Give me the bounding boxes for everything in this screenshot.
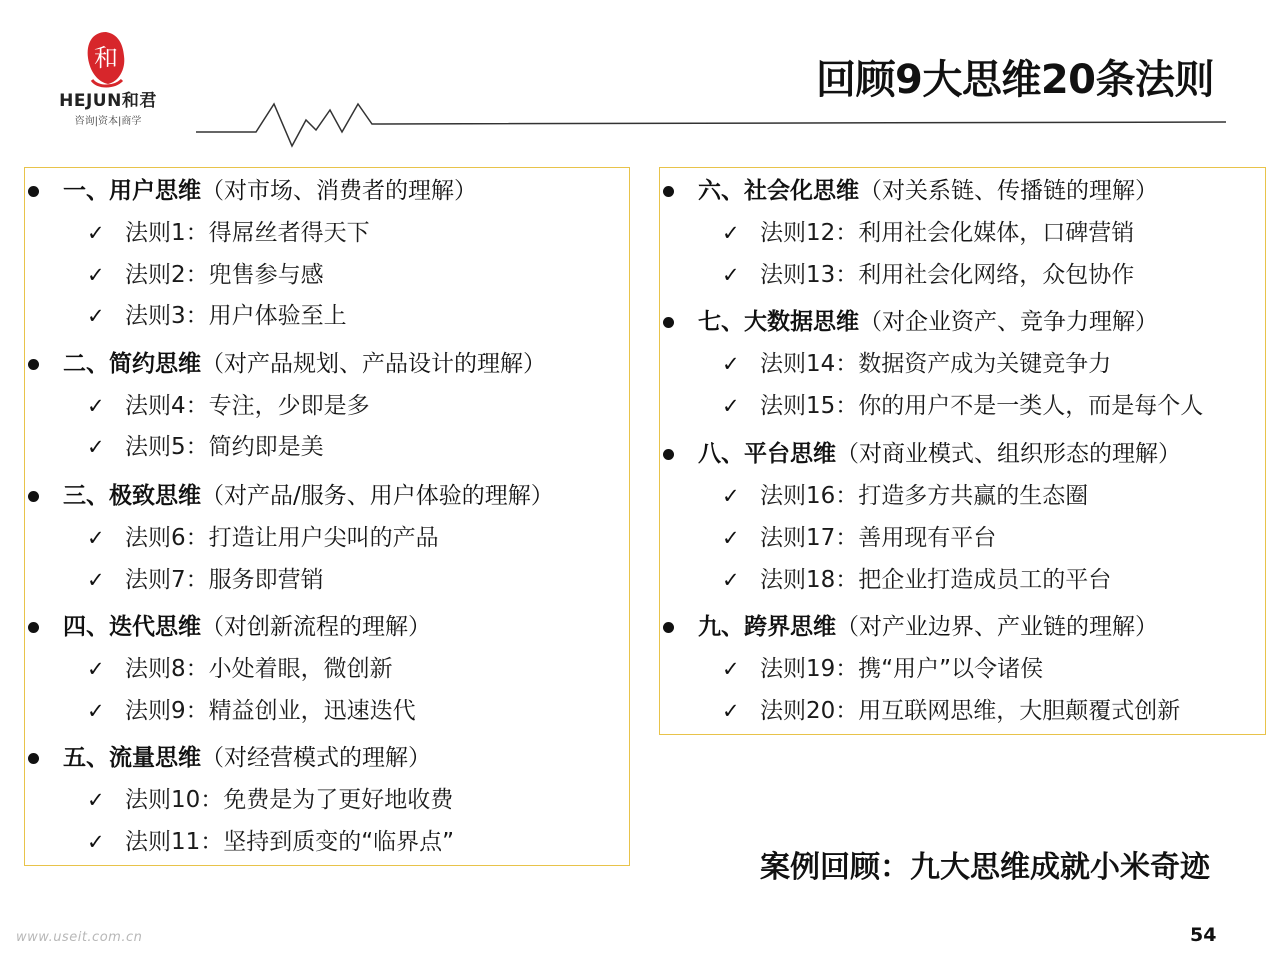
section-name: 五、流量思维 [63,745,201,771]
section-title [63,344,546,384]
watermark: www.useit.com.cn [16,930,143,945]
bullet-dot-icon [28,622,39,633]
check-icon: ✓ [722,526,740,550]
section-name: 九、跨界思维 [698,614,836,640]
check-icon: ✓ [87,221,105,245]
check-icon: ✓ [87,263,105,287]
check-icon: ✓ [87,788,105,812]
bullet-dot-icon [663,449,674,460]
check-icon: ✓ [722,568,740,592]
rule-text: 法则4：专注，少即是多 [125,393,370,419]
section-title [698,607,1158,647]
page-number: 54 [1190,924,1217,946]
check-icon: ✓ [722,221,740,245]
check-icon: ✓ [87,526,105,550]
check-icon: ✓ [722,263,740,287]
check-icon: ✓ [722,699,740,723]
section-title [63,476,554,516]
section-name: 六、社会化思维 [698,178,859,204]
section-description: （对产业边界、产业链的理解） [836,614,1158,640]
rule-text: 法则1：得屌丝者得天下 [125,220,370,246]
section-description: （对产品规划、产品设计的理解） [201,351,546,377]
section-description: （对创新流程的理解） [201,614,431,640]
left-panel [24,167,630,866]
rule-text: 法则8：小处着眼，微创新 [125,656,393,682]
check-icon: ✓ [722,394,740,418]
section-description: （对企业资产、竞争力理解） [859,309,1158,335]
rule-text: 法则20：用互联网思维，大胆颠覆式创新 [760,698,1181,724]
check-icon: ✓ [722,657,740,681]
rule-text: 法则13：利用社会化网络，众包协作 [760,262,1135,288]
check-icon: ✓ [87,304,105,328]
brand-logo [30,28,180,128]
rule-text: 法则19：携“用户”以令诸侯 [760,656,1044,682]
section-name: 三、极致思维 [63,483,201,509]
section-title [63,607,431,647]
section-title [698,171,1158,211]
check-icon: ✓ [722,484,740,508]
rule-text: 法则9：精益创业，迅速迭代 [125,698,416,724]
right-panel [659,167,1266,735]
rule-text: 法则11：坚持到质变的“临界点” [125,829,455,855]
brand-tagline: 咨询|资本|商学 [74,116,142,127]
section-title [63,171,477,211]
brand-name: HEJUN和君 [59,91,157,111]
check-icon: ✓ [87,699,105,723]
check-icon: ✓ [87,568,105,592]
rule-text: 法则12：利用社会化媒体，口碑营销 [760,220,1135,246]
rule-text: 法则18：把企业打造成员工的平台 [760,567,1112,593]
bullet-dot-icon [28,753,39,764]
bullet-dot-icon [663,186,674,197]
section-name: 七、大数据思维 [698,309,859,335]
hejun-seal-icon [78,28,134,90]
section-name: 八、平台思维 [698,441,836,467]
bullet-dot-icon [28,491,39,502]
rule-text: 法则15：你的用户不是一类人，而是每个人 [760,393,1204,419]
section-title [698,302,1158,342]
section-description: （对商业模式、组织形态的理解） [836,441,1181,467]
section-name: 四、迭代思维 [63,614,201,640]
rule-text: 法则14：数据资产成为关键竞争力 [760,351,1112,377]
bullet-dot-icon [28,186,39,197]
bullet-dot-icon [663,317,674,328]
check-icon: ✓ [87,435,105,459]
check-icon: ✓ [722,352,740,376]
section-description: （对经营模式的理解） [201,745,431,771]
rule-text: 法则6：打造让用户尖叫的产品 [125,525,439,551]
rule-text: 法则16：打造多方共赢的生态圈 [760,483,1089,509]
rule-text: 法则5：简约即是美 [125,434,324,460]
rule-text: 法则7：服务即营销 [125,567,324,593]
rule-text: 法则10：免费是为了更好地收费 [125,787,454,813]
section-name: 一、用户思维 [63,178,201,204]
bullet-dot-icon [663,622,674,633]
case-review-heading: 案例回顾：九大思维成就小米奇迹 [760,850,1210,885]
check-icon: ✓ [87,394,105,418]
section-description: （对市场、消费者的理解） [201,178,477,204]
rule-text: 法则3：用户体验至上 [125,303,347,329]
check-icon: ✓ [87,657,105,681]
bullet-dot-icon [28,359,39,370]
check-icon: ✓ [87,830,105,854]
section-description: （对关系链、传播链的理解） [859,178,1158,204]
rule-text: 法则17：善用现有平台 [760,525,997,551]
section-description: （对产品/服务、用户体验的理解） [201,483,554,509]
section-title [63,738,431,778]
section-title [698,434,1181,474]
svg-text:和: 和 [94,44,118,72]
section-name: 二、简约思维 [63,351,201,377]
pulse-line-decoration [196,96,1226,148]
rule-text: 法则2：兜售参与感 [125,262,324,288]
page-title: 回顾9大思维20条法则 [816,57,1214,103]
